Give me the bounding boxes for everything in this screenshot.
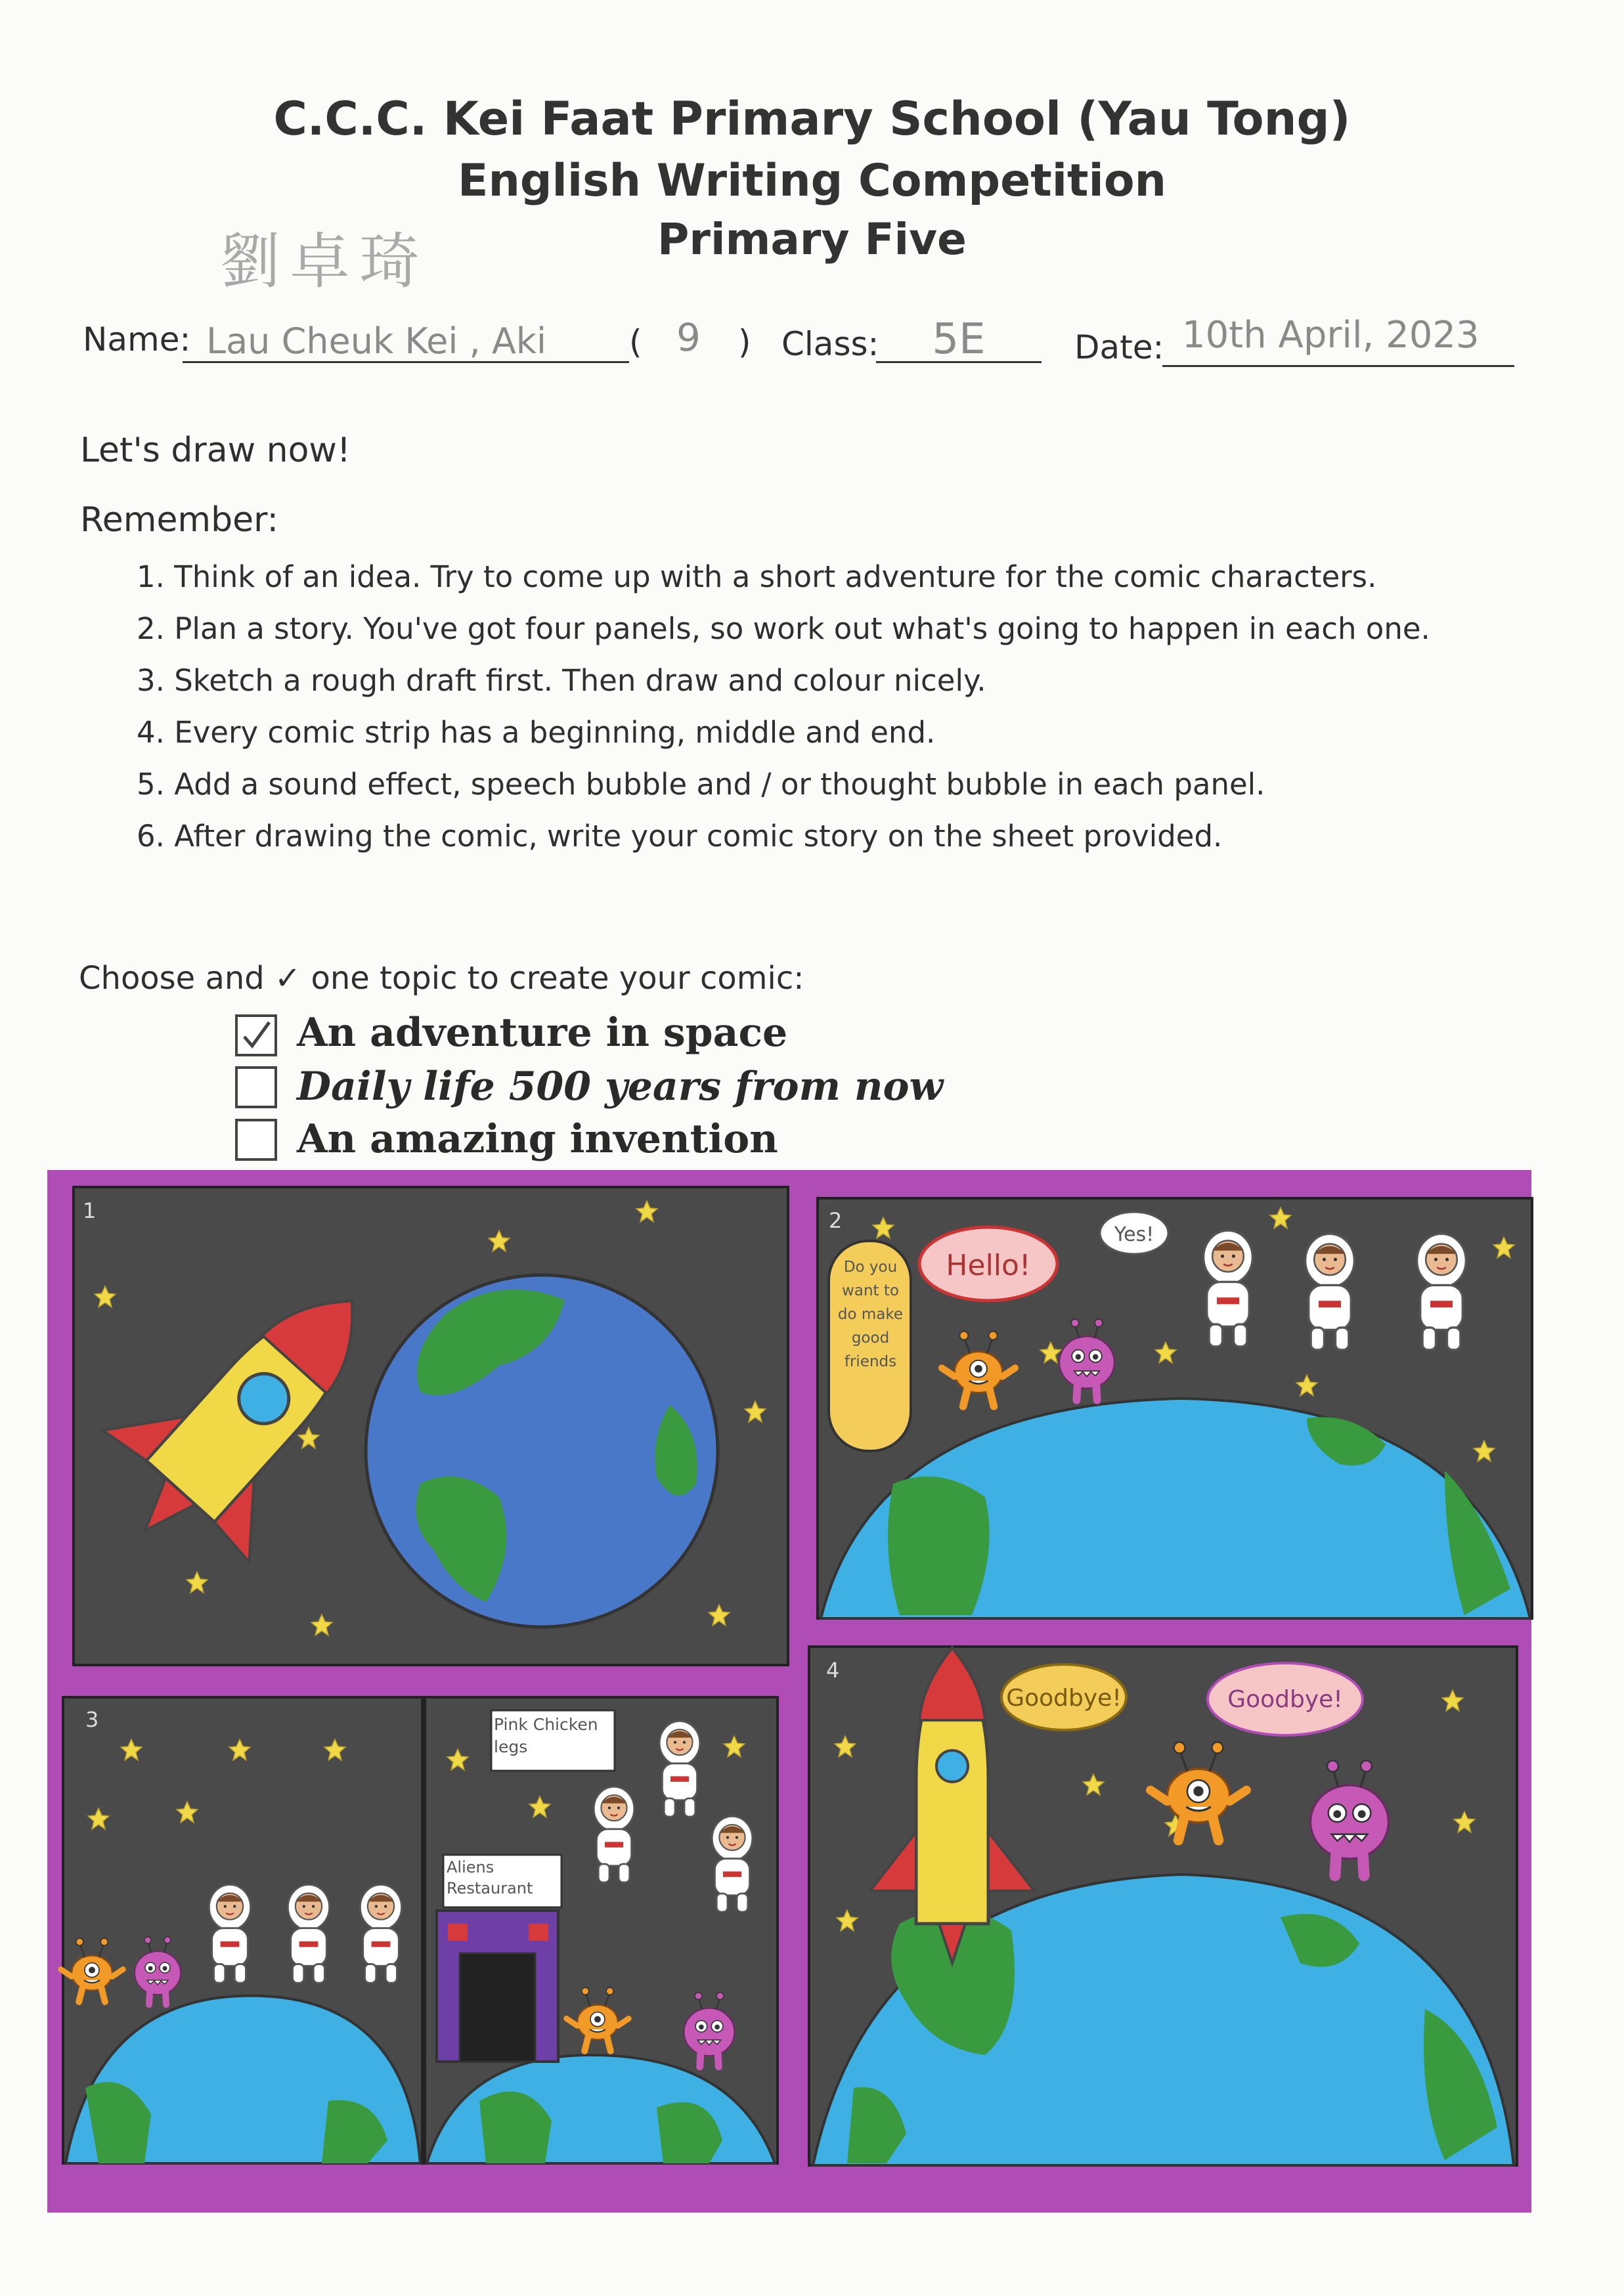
hello-text: Hello! [946,1249,1031,1282]
thought-text: Do you want to do make good friends [837,1259,904,1370]
level-title: Primary Five [657,214,967,265]
restaurant-text: Aliens Restaurant [447,1858,533,1897]
panel-number: 1 [83,1198,97,1223]
sign-text: Pink Chicken legs [494,1715,598,1756]
name-label: Name: [83,320,191,358]
intro-text: Let's draw now! [80,431,351,470]
chinese-name: 劉卓琦 [220,227,429,297]
panel-number: 2 [829,1208,843,1233]
name-value: Lau Cheuk Kei , Aki [206,320,547,362]
school-title: C.C.C. Kei Faat Primary School (Yau Tong) [273,92,1351,146]
instruction-item: 1. Think of an idea. Try to come up with a short adventure for the comic characters. [137,559,1377,594]
number-close: ) [738,323,751,361]
class-label: Class: [781,325,879,363]
panel-number: 3 [85,1707,99,1732]
topic-option-invention[interactable]: An amazing invention [297,1116,778,1162]
topic-option-future[interactable]: Daily life 500 years from now [297,1064,944,1110]
panel-2 [818,1198,1532,1618]
instruction-item: 6. After drawing the comic, write your comic story on the sheet provided. [137,819,1223,854]
number-value: 9 [676,315,701,360]
goodbye-text-1: Goodbye! [1006,1685,1122,1712]
panel-1 [72,1187,788,1665]
date-label: Date: [1074,328,1164,366]
date-value: 10th April, 2023 [1182,314,1480,357]
instruction-item: 4. Every comic strip has a beginning, middle and end. [137,715,936,750]
competition-title: English Writing Competition [458,155,1166,207]
yes-text: Yes! [1114,1223,1154,1246]
goodbye-text-2: Goodbye! [1227,1686,1343,1713]
remember-heading: Remember: [80,500,279,540]
panel-3 [61,1697,778,2163]
instruction-item: 3. Sketch a rough draft first. Then draw and colour nicely. [137,663,986,698]
topic-option-space[interactable]: An adventure in space [297,1010,788,1056]
panel-number: 4 [826,1658,840,1683]
instruction-item: 2. Plan a story. You've got four panels, so work out what's going to happen in each one. [137,611,1430,646]
panel-4 [809,1647,1517,2165]
instruction-item: 5. Add a sound effect, speech bubble and / or thought bubble in each panel. [137,767,1265,802]
class-value: 5E [932,315,986,364]
number-open: ( [629,323,642,361]
earth-icon [366,1275,718,1627]
topic-prompt: Choose and ✓ one topic to create your comic: [79,960,804,997]
astronaut-icon [1204,1230,1466,1350]
